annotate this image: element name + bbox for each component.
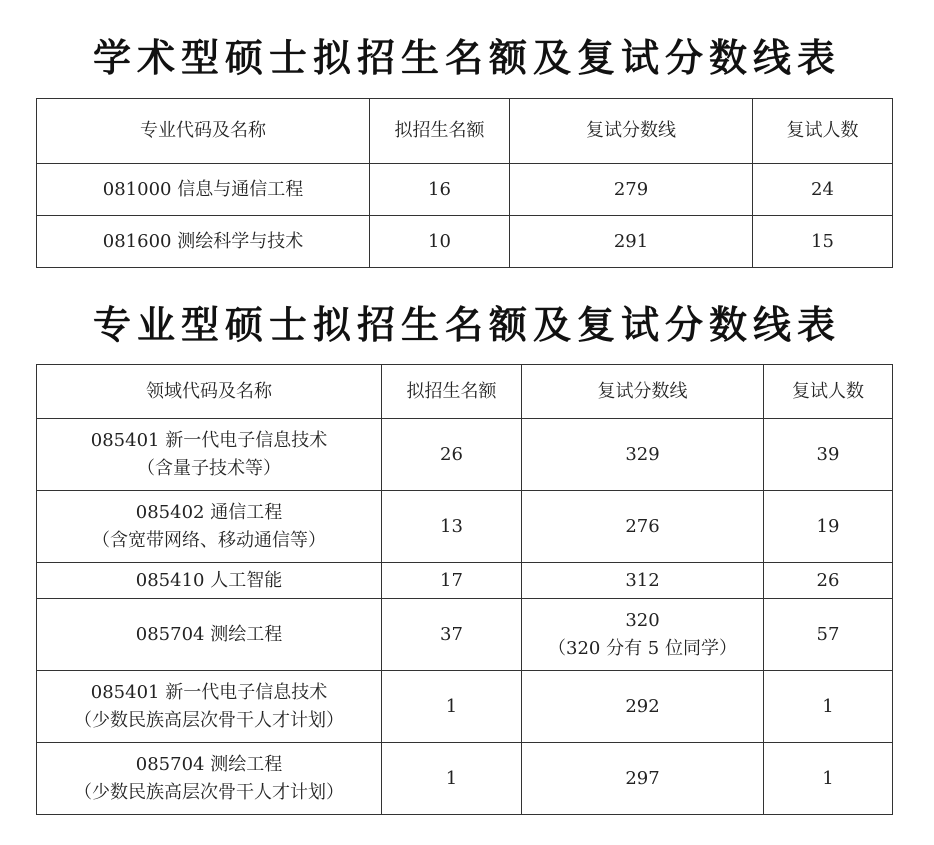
table-row (37, 743, 893, 815)
header-major: 专业代码及名称 (37, 99, 370, 164)
field-cell: 085410 人工智能 (37, 563, 382, 599)
table-row (37, 419, 893, 491)
score-cell: 292 (522, 671, 764, 743)
quota-cell: 16 (370, 164, 510, 216)
field-name: 085402 通信工程 (135, 501, 283, 523)
professional-table-title: 专业型硕士拟招生名额及复试分数线表 (92, 303, 841, 347)
count-cell: 15 (753, 216, 893, 268)
field-name: 085401 新一代电子信息技术 (90, 681, 328, 703)
academic-table-title: 学术型硕士拟招生名额及复试分数线表 (92, 36, 841, 80)
score-value: 320 (625, 609, 660, 631)
field-name: 085704 测绘工程 (135, 753, 283, 775)
score-cell: 329 (522, 419, 764, 491)
quota-cell: 37 (382, 599, 522, 671)
count-cell: 24 (753, 164, 893, 216)
score-cell: 276 (522, 491, 764, 563)
professional-table (36, 364, 893, 815)
table-row (37, 671, 893, 743)
header-score: 复试分数线 (510, 99, 753, 164)
table-row (37, 164, 893, 216)
quota-cell: 1 (382, 743, 522, 815)
score-cell (522, 599, 764, 671)
table-header-row (37, 99, 893, 164)
count-cell: 39 (764, 419, 893, 491)
academic-table (36, 98, 893, 268)
quota-cell: 26 (382, 419, 522, 491)
count-cell: 19 (764, 491, 893, 563)
quota-cell: 1 (382, 671, 522, 743)
score-cell: 291 (510, 216, 753, 268)
field-cell (37, 671, 382, 743)
header-field: 领域代码及名称 (37, 365, 382, 419)
quota-cell: 17 (382, 563, 522, 599)
field-note: （含宽带网络、移动通信等） (92, 529, 326, 551)
field-cell (37, 419, 382, 491)
quota-cell: 13 (382, 491, 522, 563)
field-cell: 085704 测绘工程 (37, 599, 382, 671)
header-quota: 拟招生名额 (382, 365, 522, 419)
count-cell: 1 (764, 671, 893, 743)
field-note: （少数民族高层次骨干人才计划） (74, 781, 344, 803)
count-cell: 1 (764, 743, 893, 815)
major-cell: 081000 信息与通信工程 (37, 164, 370, 216)
header-count: 复试人数 (764, 365, 893, 419)
field-note: （少数民族高层次骨干人才计划） (74, 709, 344, 731)
table-row (37, 216, 893, 268)
score-cell: 312 (522, 563, 764, 599)
field-note: （含量子技术等） (137, 457, 281, 479)
table-header-row (37, 365, 893, 419)
score-note: （320 分有 5 位同学） (548, 637, 737, 659)
score-cell: 279 (510, 164, 753, 216)
table-row (37, 563, 893, 599)
field-cell (37, 743, 382, 815)
field-name: 085401 新一代电子信息技术 (90, 429, 328, 451)
major-cell: 081600 测绘科学与技术 (37, 216, 370, 268)
table-row (37, 599, 893, 671)
count-cell: 26 (764, 563, 893, 599)
header-count: 复试人数 (753, 99, 893, 164)
field-cell (37, 491, 382, 563)
score-cell: 297 (522, 743, 764, 815)
quota-cell: 10 (370, 216, 510, 268)
table-row (37, 491, 893, 563)
count-cell: 57 (764, 599, 893, 671)
header-score: 复试分数线 (522, 365, 764, 419)
header-quota: 拟招生名额 (370, 99, 510, 164)
